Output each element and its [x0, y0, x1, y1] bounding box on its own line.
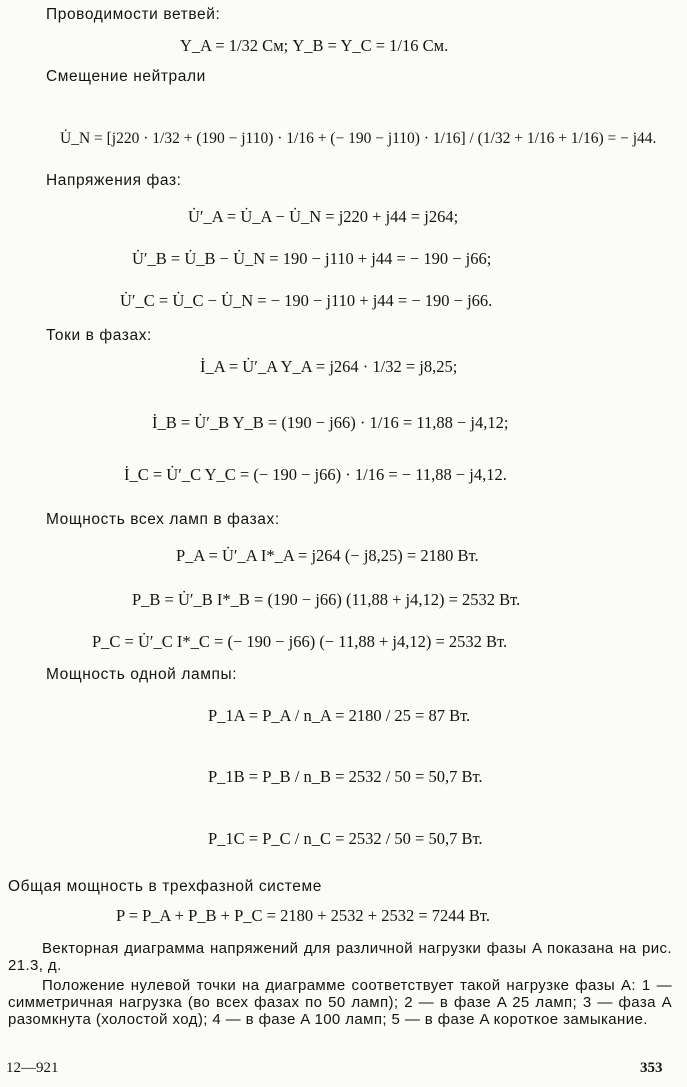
equation-current-a: İ_A = U̇′_A Y_A = j264 · 1/32 = j8,25; — [200, 357, 458, 376]
equation-conductance: Y_A = 1/32 См; Y_B = Y_C = 1/16 См. — [180, 36, 449, 55]
equation-neutral-shift: U̇_N = [j220 · 1/32 + (190 − j110) · 1/16 + (− 190 − j110) · 1/16] / (1/32 + 1/16 + 1/16) = − j44. — [60, 130, 657, 147]
equation-total-power: P = P_A + P_B + P_C = 2180 + 2532 + 2532 = 7244 Вт. — [116, 906, 490, 925]
equation-one-lamp-b: P_1B = P_B / n_B = 2532 / 50 = 50,7 Вт. — [208, 767, 483, 786]
equation-voltage-b: U̇′_B = U̇_B − U̇_N = 190 − j110 + j44 = − 190 − j66; — [132, 249, 492, 268]
heading-phase-currents: Токи в фазах: — [46, 327, 152, 344]
paragraph-vector-diagram: Векторная диаграмма напряжений для различной нагрузки фазы A показана на рис. 21.3, д. — [8, 940, 672, 974]
paragraph-zero-point: Положение нулевой точки на диаграмме соответствует такой нагрузке фазы A: 1 — симметричная нагрузка (во всех фазах по 50 ламп); 2 — в фазе A 25 ламп; 3 — фаза A разомкнута (холостой ход); 4 — в фазе A 100 ламп; 5 — в фазе A короткое замыкание. — [8, 977, 672, 1028]
heading-conductances: Проводимости ветвей: — [46, 6, 221, 23]
equation-one-lamp-c: P_1C = P_C / n_C = 2532 / 50 = 50,7 Вт. — [208, 829, 483, 848]
heading-one-lamp-power: Мощность одной лампы: — [46, 666, 238, 683]
equation-voltage-c: U̇′_C = U̇_C − U̇_N = − 190 − j110 + j44 = − 190 − j66. — [120, 291, 493, 310]
equation-power-b: P_B = U̇′_B I*_B = (190 − j66) (11,88 + j4,12) = 2532 Вт. — [132, 590, 521, 609]
heading-phase-voltages: Напряжения фаз: — [46, 172, 182, 189]
equation-power-a: P_A = U̇′_A I*_A = j264 (− j8,25) = 2180 Вт. — [176, 546, 479, 565]
equation-one-lamp-a: P_1A = P_A / n_A = 2180 / 25 = 87 Вт. — [208, 706, 471, 725]
equation-voltage-a: U̇′_A = U̇_A − U̇_N = j220 + j44 = j264; — [188, 207, 459, 226]
heading-lamp-power: Мощность всех ламп в фазах: — [46, 511, 280, 528]
heading-neutral-shift: Смещение нейтрали — [46, 68, 206, 85]
equation-current-c: İ_C = U̇′_C Y_C = (− 190 − j66) · 1/16 = − 11,88 − j4,12. — [124, 465, 507, 484]
page-signature: 12—921 — [6, 1060, 59, 1076]
equation-power-c: P_C = U̇′_C I*_C = (− 190 − j66) (− 11,88 + j4,12) = 2532 Вт. — [92, 632, 508, 651]
equation-current-b: İ_B = U̇′_B Y_B = (190 − j66) · 1/16 = 11,88 − j4,12; — [152, 413, 509, 432]
page-number: 353 — [640, 1060, 663, 1076]
heading-total-power: Общая мощность в трехфазной системе — [8, 878, 322, 895]
